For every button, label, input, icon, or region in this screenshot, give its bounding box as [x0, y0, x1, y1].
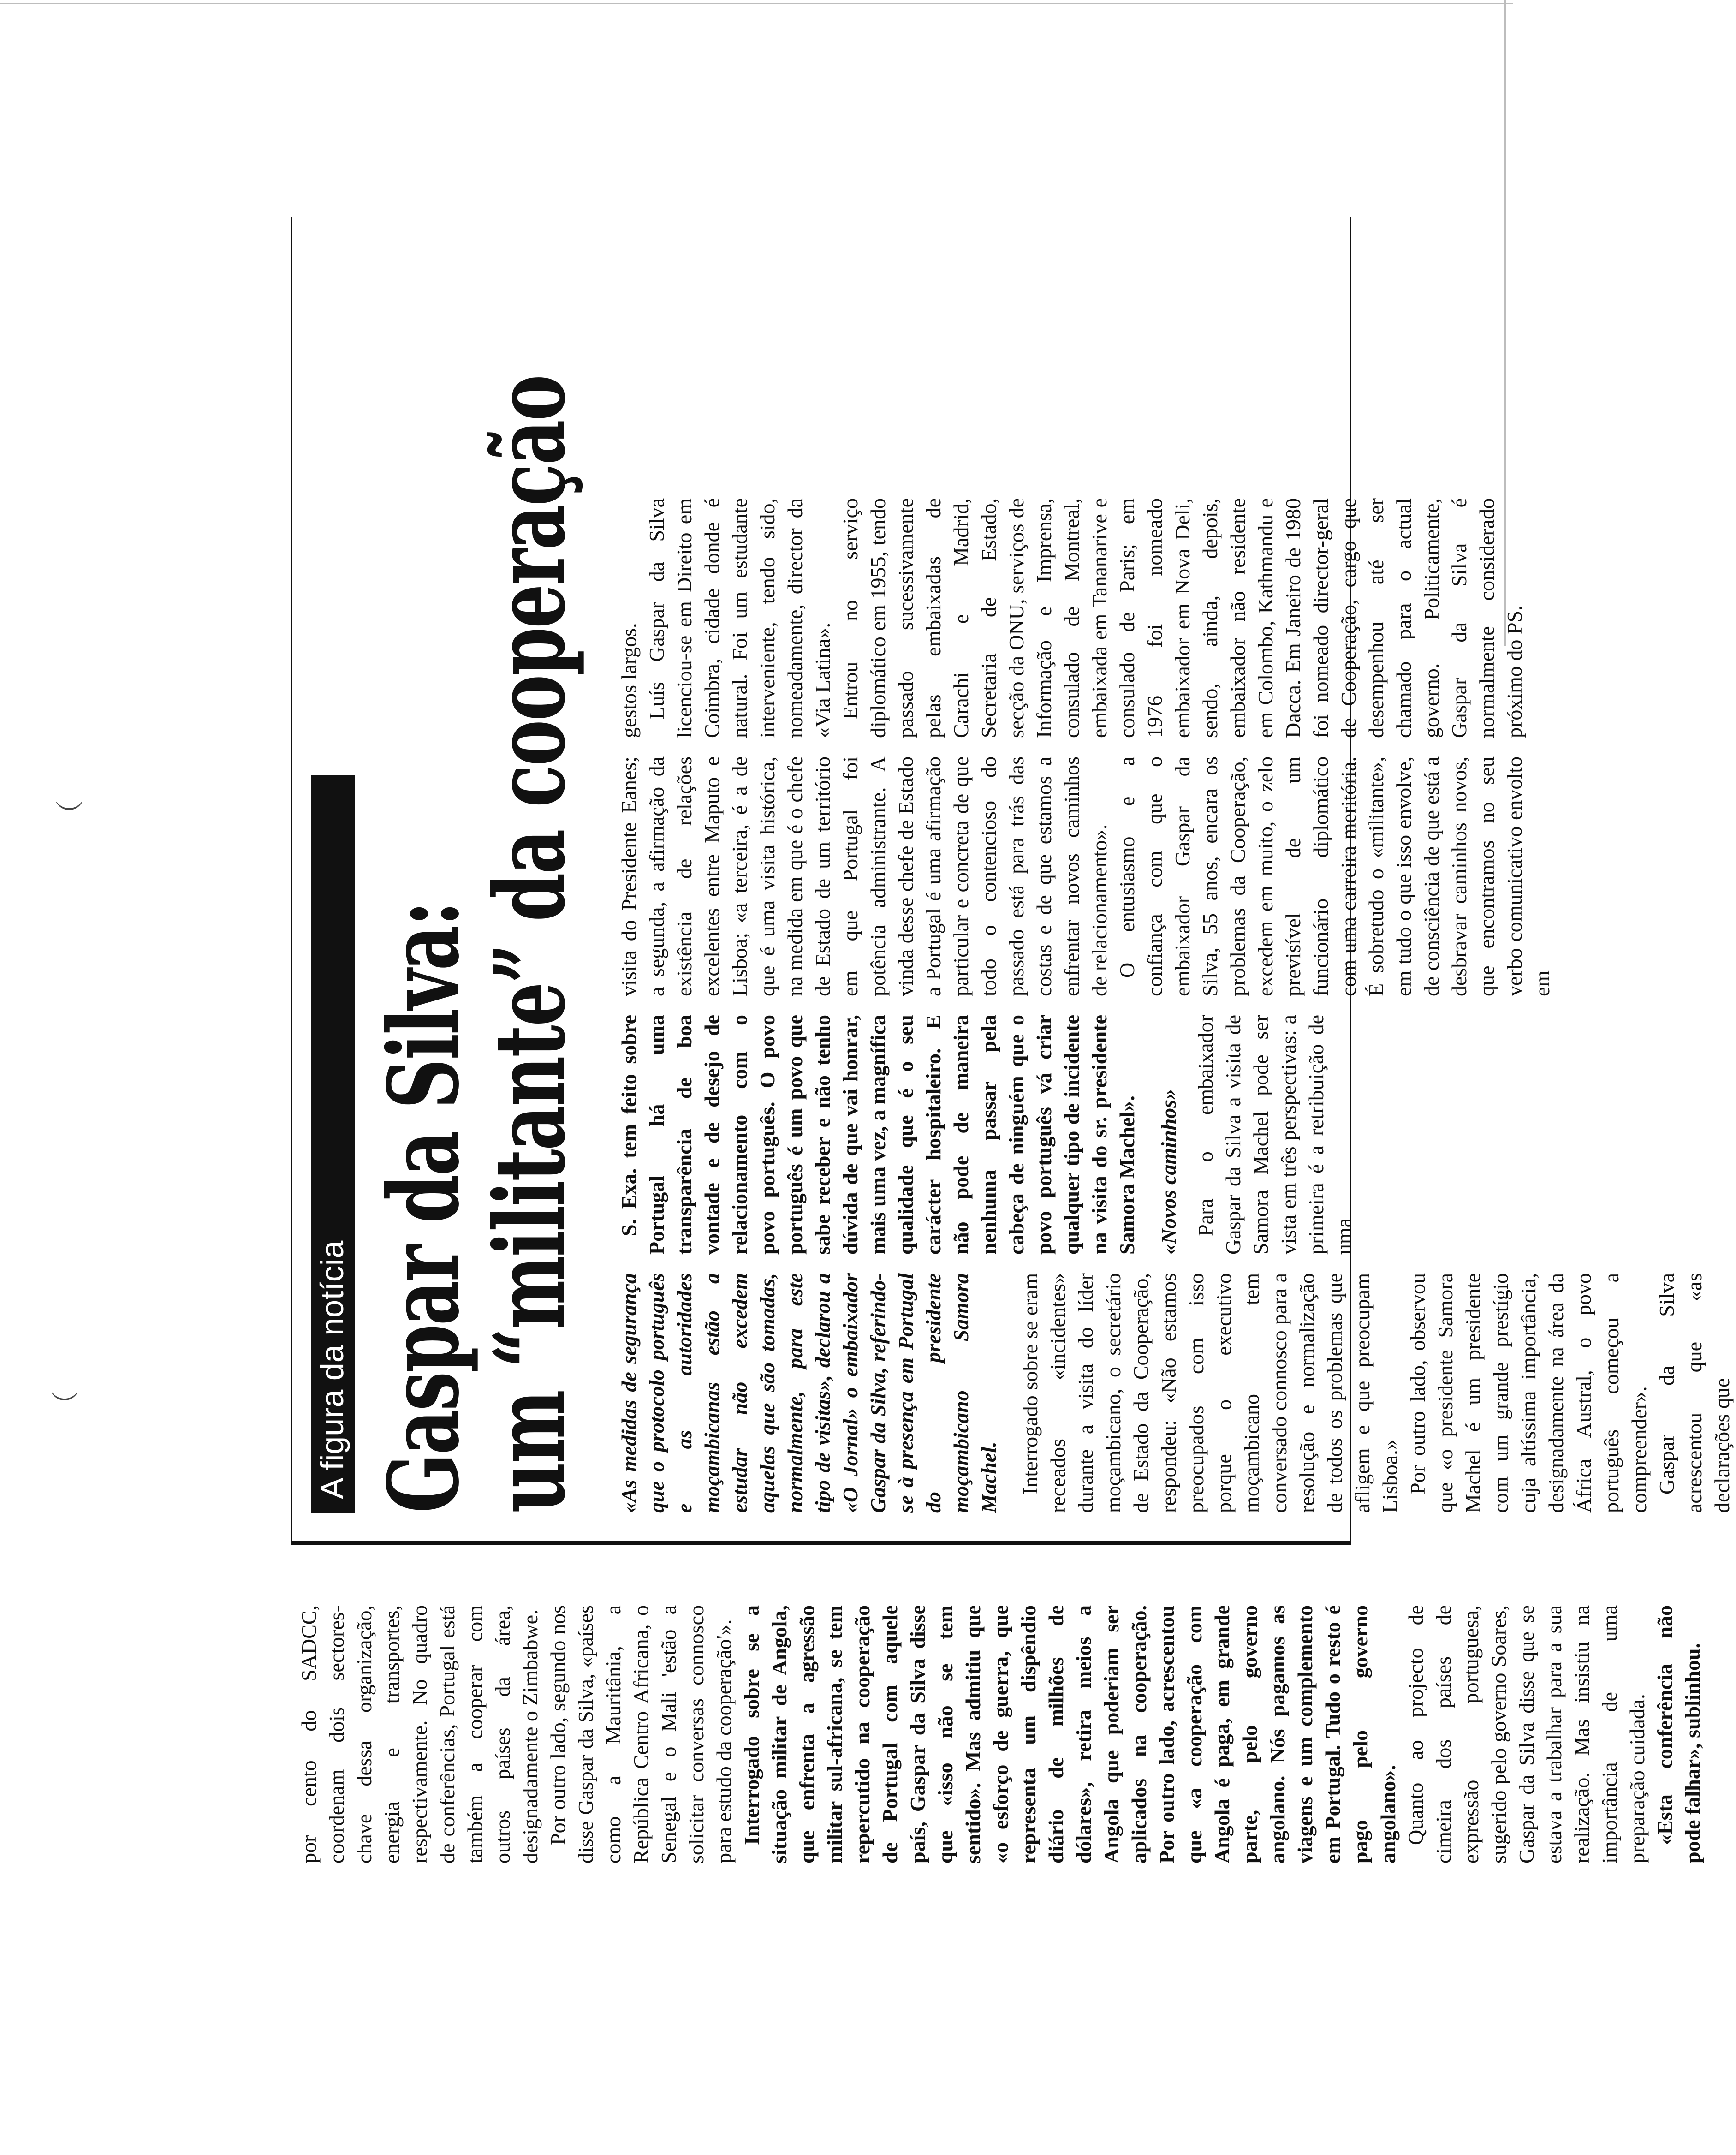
previous-paragraph: Por outro lado, segundo nos disse Gaspar da Silva, «países como a Mauritânia, a República Centro Africana, o Senegal e o Mali 'estão a solicitar conversas connosco para estudo da cooperação'».	[546, 1605, 736, 1863]
previous-article-text	[295, 1605, 1706, 1863]
article-paragraph: Gaspar da Silva acrescentou que «as declarações que	[1655, 1273, 1734, 1513]
article-paragraph: gestos largos.	[617, 623, 641, 738]
article-paragraph: visita do Presidente Eanes; a segunda, a afirmação da existência de relações excelentes entre Maputo e Lisboa; «a terceira, é a de que é uma visita histórica, na medida em que é o chefe de Estado de um território em que Portugal foi potência administrante. A vinda desse chefe de Estado a Portugal é uma afirmação particular e concreta de que todo o contencioso do passado está para trás das costas e de que estamos a enfrentar novos caminhos de relacionamento».	[617, 756, 1111, 996]
scan-mark-2: ︶	[51, 1390, 78, 1422]
article-paragraph: Interrogado sobre se eram receados «incidentes» durante a visita do líder moçambicano, o secretário de Estado da Cooperação, respondeu: «Não estamos preocupados com isso porque o executivo moçambicano tem conversado connosco para a resolução e normalização de todos os problemas que afligem e que preocupam Lisboa.»	[1018, 1273, 1402, 1513]
article-paragraph: Entrou no serviço diplomático em 1955, tendo passado sucessivamente pelas embaixadas de Carachi e Madrid, Secretaria de Estado, secção da ONU, serviços de Informação e Imprensa, consulado de Montreal, embaixada em Tananarive e consulado de Paris; em 1976 foi nomeado embaixador em Nova Deli, sendo, ainda, depois, embaixador não residente em Colombo, Kathmandu e Dacca. Em Janeiro de 1980 foi nomeado director-geral de Cooperação, cargo que desempenhou até ser chamado para o actual governo. Politicamente, Gaspar da Silva é normalmente considerado próximo do PS.	[838, 498, 1526, 738]
previous-paragraph: por cento do SADCC, coordenam dois sectores-chave dessa organização, energia e transportes, respectivamente. No quadro de conferências, Portugal está também a cooperar com outros países da área, designadamente o Zimbabwe.	[297, 1605, 542, 1863]
article-lead: «As medidas de segurança que o protocolo português e as autoridades moçambicanas estão a estudar não excedem aquelas que são tomadas, normalmente, para este tipo de visitas», declarou a «O Jornal» o embaixador Gaspar da Silva, referindo-se à presença em Portugal do presidente moçambicano Samora Machel.	[617, 1273, 1000, 1513]
article-paragraph: Para o embaixador Gaspar da Silva a visita de Samora Machel pode ser vista em três perspectivas: a primeira é a retribuição de uma	[1194, 1015, 1356, 1255]
feature-article-box	[291, 217, 1734, 1545]
scan-edge-top	[0, 3, 1513, 4]
headline-line-1: Gaspar da Silva:	[367, 902, 481, 1513]
previous-paragraph: «Esta conferência não pode falhar», sublinhou.	[1653, 1605, 1704, 1863]
headline	[367, 375, 587, 1513]
previous-paragraph: Interrogado sobre se a situação militar de Angola, que enfrenta a agressão militar sul-africana, se tem repercutido na cooperação de Portugal com aquele país, Gaspar da Silva disse que «isso não se tem sentido». Mas admitiu que «o esforço de guerra, que representa um dispêndio diário de milhões de dólares», retira meios a Angola que poderiam ser aplicados na cooperação. Por outro lado, acrescentou que «a cooperação com Angola é paga, em grande parte, pelo governo angolano. Nós pagamos as viagens e um complemento em Portugal. Tudo o resto é pago pelo governo angolano».	[740, 1605, 1400, 1863]
article-column-1	[615, 1273, 1734, 1513]
article-paragraph: Luís Gaspar da Silva licenciou-se em Direito em Coimbra, cidade donde é natural. Foi um estudante interveniente, tendo sido, nomeadamente, director da «Via Latina».	[645, 498, 834, 738]
scan-mark-1: ︶	[55, 799, 83, 832]
article-paragraph: O entusiasmo e a confiança com que o embaixador Gaspar da Silva, 55 anos, encara os problemas da Cooperação, excedem em muito, o zelo previsível de um funcionário diplomático com uma carreira meritória. É sobretudo o «militante», em tudo o que isso envolve, de consciência de que está a desbravar caminhos novos, que encontramos no seu verbo comunicativo envolto em	[1115, 756, 1554, 996]
article-column-4	[615, 498, 1526, 738]
article-subhead: «Novos caminhos»	[1157, 1089, 1180, 1255]
article-column-3	[615, 756, 1554, 996]
article-paragraph: S. Exa. tem feito sobre Portugal há uma transparência de boa vontade e de desejo de relacionamento com o povo português. O povo português é um povo que sabe receber e não tenho dúvida de que vai honrar, mais uma vez, a magnífica qualidade que é o seu carácter hospitaleiro. E não pode de maneira nenhuma passar pela cabeça de ninguém que o povo português vá criar qualquer tipo de incidente na visita do sr. presidente Samora Machel».	[617, 1015, 1139, 1255]
article-body	[615, 240, 1734, 1513]
headline-line-2: um “militante” da cooperação	[473, 375, 587, 1513]
article-column-2	[615, 1015, 1356, 1255]
newspaper-clipping	[277, 185, 1734, 1882]
section-tag: A figura da notícia	[311, 775, 355, 1513]
article-paragraph: Por outro lado, observou que «o presidente Samora Machel é um presidente com um grande prestígio cuja altíssima importância, designadamente na área da África Austral, o povo português começou a compreender».	[1406, 1273, 1651, 1513]
previous-paragraph: Quanto ao projecto de cimeira dos países de expressão portuguesa, sugerido pelo governo Soares, Gaspar da Silva disse que se estava a trabalhar para a sua realização. Mas insistiu na importância de uma preparação cuidada.	[1404, 1605, 1649, 1863]
previous-article	[295, 1605, 1704, 1863]
